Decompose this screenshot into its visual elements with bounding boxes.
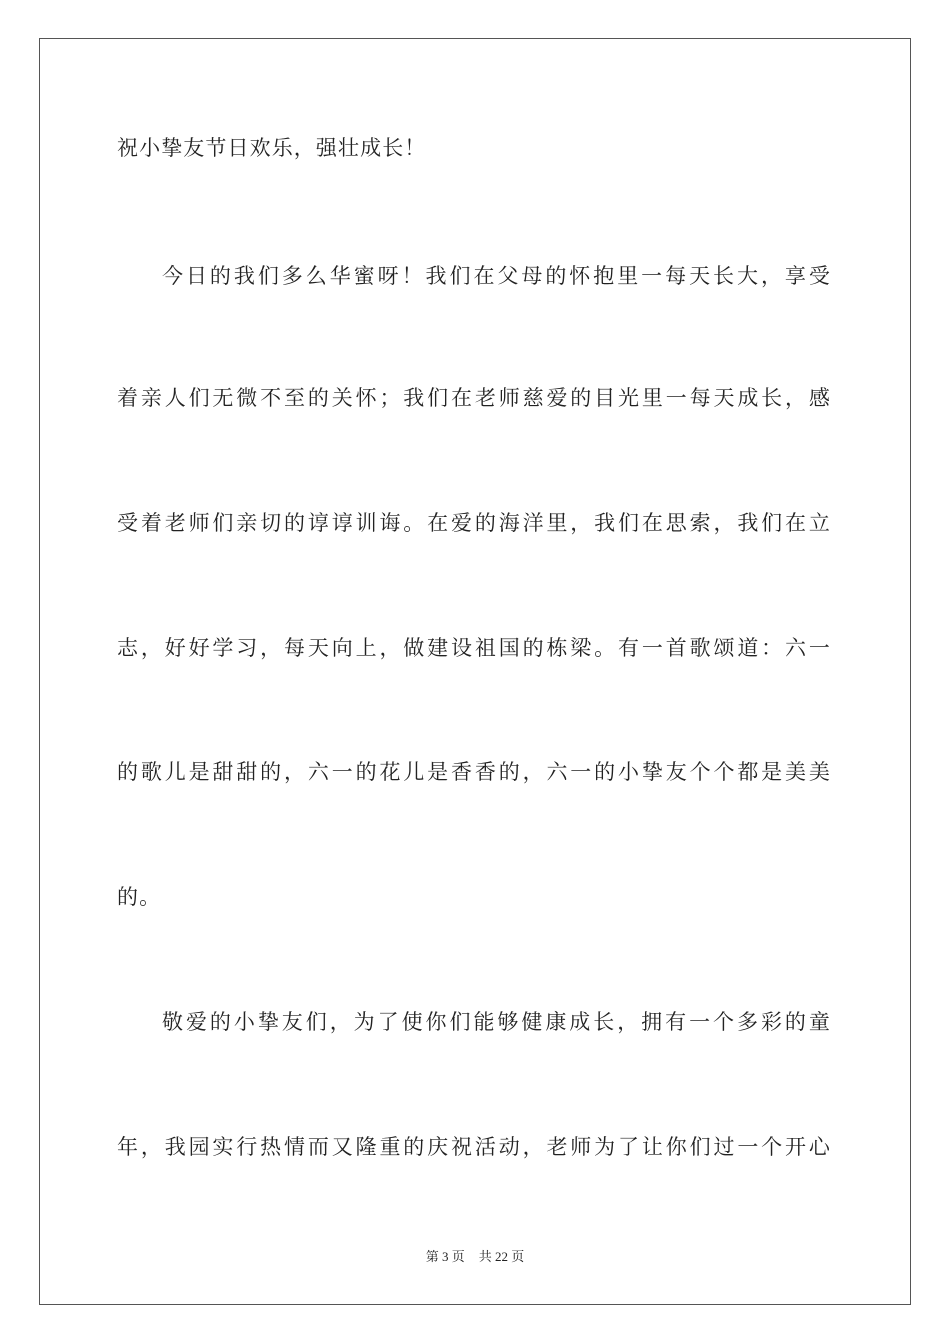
text-line: 的。 bbox=[117, 885, 162, 909]
page-footer bbox=[0, 1249, 950, 1265]
page-border bbox=[39, 38, 911, 1305]
text-line: 着亲人们无微不至的关怀；我们在老师慈爱的目光里一每天成长，感 bbox=[117, 386, 831, 410]
paragraph-first-line: 今日的我们多么华蜜呀！我们在父母的怀抱里一每天长大，享受 bbox=[162, 264, 831, 288]
text-line: 祝小挚友节日欢乐，强壮成长！ bbox=[117, 136, 427, 160]
page-number: 第 3 页 bbox=[425, 1249, 465, 1264]
text-line: 受着老师们亲切的谆谆训诲。在爱的海洋里，我们在思索，我们在立 bbox=[117, 511, 831, 535]
text-line: 的歌儿是甜甜的，六一的花儿是香香的，六一的小挚友个个都是美美 bbox=[117, 760, 831, 784]
text-line: 志，好好学习，每天向上，做建设祖国的栋梁。有一首歌颂道：六一 bbox=[117, 636, 831, 660]
total-pages: 共 22 页 bbox=[478, 1249, 525, 1264]
text-line: 年，我园实行热情而又隆重的庆祝活动，老师为了让你们过一个开心 bbox=[117, 1135, 831, 1159]
paragraph-first-line: 敬爱的小挚友们，为了使你们能够健康成长，拥有一个多彩的童 bbox=[162, 1010, 831, 1034]
